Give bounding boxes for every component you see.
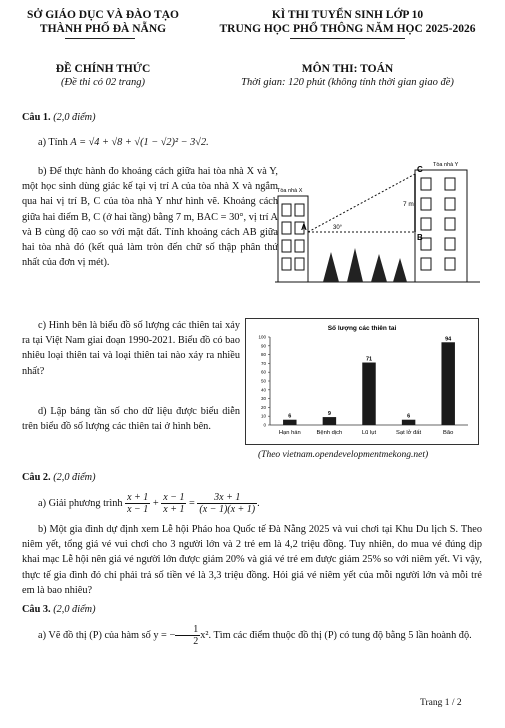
bar — [441, 342, 454, 425]
label-distance: 7 m — [403, 201, 414, 208]
y-tick-label: 20 — [260, 404, 266, 410]
official-label: ĐỀ CHÍNH THỨC — [55, 63, 151, 75]
bar — [362, 363, 375, 425]
x-tick-label: Bệnh dịch — [316, 430, 343, 436]
bar-value-label: 6 — [407, 413, 411, 420]
disaster-chart — [245, 318, 479, 445]
pages-note: (Đề thi có 02 trang) — [61, 77, 145, 88]
bar-value-label: 71 — [365, 356, 373, 363]
y-tick-label: 60 — [260, 369, 266, 375]
y-tick-label: 40 — [260, 387, 266, 393]
bar — [323, 417, 336, 425]
header-underline-left — [65, 38, 135, 39]
buildings-figure — [275, 160, 480, 285]
chart-source: (Theo vietnam.opendevelopmentmekong.net) — [258, 450, 429, 460]
exam-name: KÌ THI TUYỂN SINH LỚP 10 TRUNG HỌC PHỔ THÔNG NĂM HỌC 2025-2026 — [219, 9, 476, 35]
y-tick-label: 0 — [263, 422, 266, 428]
q3-heading: Câu 3. (2,0 điểm) — [22, 604, 96, 615]
q1-part-c: c) Hình bên là biểu đồ số lượng các thiên tai xảy ra tại Việt Nam giai đoạn 1990-2021. Biểu đồ có bao nhiêu loại thiên tai và loại thiên tai nào xảy ra nhiều nhất? — [22, 320, 240, 377]
y-tick-label: 100 — [258, 334, 266, 340]
q1-part-d: d) Lập bảng tần số cho dữ liệu được biểu diễn trên biểu đồ số lượng các thiên tai ở hình bên. — [22, 406, 240, 433]
label-angle: 30° — [333, 225, 343, 231]
label-building-x: Tòa nhà X — [277, 188, 303, 194]
time-note: Thời gian: 120 phút (không tính thời gian giao đề) — [241, 77, 454, 88]
chart-title: Số lượng các thiên tai — [327, 325, 397, 332]
label-point-a: A — [301, 223, 307, 232]
label-building-y: Tòa nhà Y — [433, 162, 459, 168]
x-tick-label: Sạt lở đất — [396, 430, 422, 436]
y-tick-label: 80 — [260, 352, 266, 358]
header-underline-right — [290, 38, 405, 39]
department-name: SỞ GIÁO DỤC VÀ ĐÀO TẠO THÀNH PHỐ ĐÀ NẴNG — [27, 9, 179, 35]
q1-heading: Câu 1. (2,0 điểm) — [22, 112, 96, 123]
x-tick-label: Bão — [443, 430, 454, 436]
q1-part-b: b) Để thực hành đo khoảng cách giữa hai tòa nhà X và Y, một học sinh dùng giác kế tại vị trí A của tòa nhà X và ngắm qua hai vị trí B, C của tòa nhà Y như hình vẽ. Khoảng cách giữa hai điểm B, C (ở hai tầng) bằng 7 m, BAC = 30°, vị trí A và B cùng độ cao so với mặt đất. Tính khoảng cách AB giữa hai tòa nhà đó (kết quả làm tròn đến chữ số thập phân thứ nhất của đơn vị mét). — [22, 166, 278, 269]
bar-value-label: 6 — [288, 413, 292, 420]
q2-heading: Câu 2. (2,0 điểm) — [22, 472, 96, 483]
q1-part-a: a) Tính A = √4 + √8 + √(1 − √2)² − 3√2. — [38, 137, 209, 148]
bar — [283, 420, 296, 425]
bar-value-label: 94 — [445, 336, 452, 343]
page-number: Trang 1 / 2 — [420, 698, 462, 708]
q2-part-a: a) Giải phương trình $\frac{x + 1}{x - 1}$ + $\frac{x - 1}{x + 1}$ = $\frac{3x + 1}{(x - 1)(x + 1)}$ . — [38, 492, 260, 516]
q3-part-a: a) Vẽ đồ thị (P) của hàm số y = − $\frac{1}{2}$ x². Tìm các điểm thuộc đồ thị (P) có tung độ bằng 5 lần hoành độ. — [38, 624, 472, 647]
y-tick-label: 70 — [260, 360, 266, 366]
bar-value-label: 9 — [327, 411, 331, 418]
y-tick-label: 30 — [260, 396, 266, 402]
bar — [402, 420, 415, 425]
label-point-b: B — [417, 233, 423, 242]
subject-label: MÔN THI: TOÁN — [301, 63, 394, 75]
label-point-c: C — [417, 165, 423, 174]
y-tick-label: 90 — [260, 343, 266, 349]
y-tick-label: 50 — [260, 378, 266, 384]
x-tick-label: Lũ lụt — [361, 430, 377, 436]
q2-part-b: b) Một gia đình dự định xem Lễ hội Pháo hoa Quốc tế Đà Nẵng 2025 và vui chơi tại Khu Du lịch S. Theo niêm yết, tổng giá vé vui chơi cho 3 người lớn và 2 trẻ em là 4,2 triệu đồng. Tuy nhiên, do mua vé đúng dịp khai mạc Lễ hội nên giá vé người lớn được giảm 20% và giá vé trẻ em được giảm 25% so với niêm yết. Vì vậy, thực tế gia đình đó chỉ phải trả số tiền vé là 3,3 triệu đồng. Hỏi giá vé niêm yết của mỗi người lớn và mỗi trẻ em là bao nhiêu? — [22, 524, 482, 596]
y-tick-label: 10 — [260, 413, 266, 419]
x-tick-label: Hạn hán — [278, 430, 301, 436]
